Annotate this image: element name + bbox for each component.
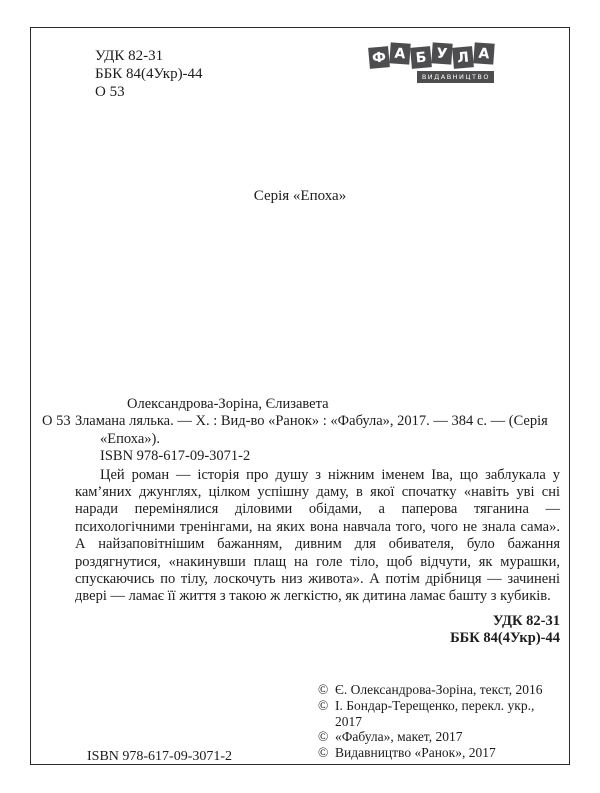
logo-letter-tiles xyxy=(368,44,494,65)
copyright-symbol: © xyxy=(318,729,329,745)
copyright-text: Видавництво «Ранок», 2017 xyxy=(335,745,496,761)
copyright-block xyxy=(318,682,556,761)
isbn-catalog: ISBN 978-617-09-3071-2 xyxy=(100,448,251,465)
copyright-item xyxy=(318,745,556,761)
copyright-item xyxy=(318,682,556,698)
bibliographic-section xyxy=(42,396,560,648)
copyright-text: Є. Олександрова-Зоріна, текст, 2016 xyxy=(335,682,543,697)
udk-top: УДК 82-31 xyxy=(95,48,164,64)
bibliographic-entry xyxy=(42,413,560,448)
catalog-code: О 53 xyxy=(42,413,71,430)
bbk-top: ББК 84(4Укр)-44 xyxy=(95,66,203,82)
logo-letter-tile: А xyxy=(473,42,494,64)
annotation-text: Цей роман — історія про душу з ніжним іменем Іва, що заблукала у кам’яних джунглях, цілком успішну даму, в якої спочатку «навіть уві сні наради перемінялися діловими обідами, а паперова тяганина — психологічними тренінгами, на яких вона навчала того, чого не знала сама». А найзаповітнішим бажанням, дивним для обивателя, було бажання роздягнутися, «накинувши плащ на голе тіло, щоб відчути, як мурашки, спускаючись по тілу, лоскочуть низ живота». А потім дрібниця — зачинені двері — ламає її життя з такою ж легкістю, як дитина ламає башту з кубиків. xyxy=(75,466,560,605)
fabula-publisher-logo xyxy=(368,44,494,83)
classification-header xyxy=(95,47,203,101)
author-name: Олександрова-Зоріна, Єлизавета xyxy=(127,396,329,412)
logo-letter-tile: Ф xyxy=(368,46,390,69)
copyright-symbol: © xyxy=(318,697,329,713)
logo-letter-tile: А xyxy=(389,42,410,64)
copyright-text: «Фабула», макет, 2017 xyxy=(335,729,463,745)
logo-letter-tile: Б xyxy=(410,46,432,69)
logo-subtitle: ВИДАВНИЦТВО xyxy=(417,71,494,83)
udk-bottom: УДК 82-31 xyxy=(492,612,560,629)
bibliographic-entry-text: Зламана лялька. — Х. : Вид-во «Ранок» : «Фабула», 2017. — 384 с. — (Серія «Епоха»). xyxy=(75,413,548,447)
copyright-text: І. Бондар-Терещенко, перекл. укр., 2017 xyxy=(335,697,535,729)
classification-footer xyxy=(75,613,560,648)
logo-letter-tile: У xyxy=(431,42,452,64)
copyright-item xyxy=(318,729,556,745)
copyright-item xyxy=(318,698,556,730)
bbk-bottom: ББК 84(4Укр)-44 xyxy=(450,630,560,647)
isbn-footer: ISBN 978-617-09-3071-2 xyxy=(87,749,233,764)
copyright-symbol: © xyxy=(318,682,329,697)
series-title: Серія «Епоха» xyxy=(253,188,347,204)
copyright-symbol: © xyxy=(318,745,329,761)
catalog-code-top: О 53 xyxy=(95,84,125,100)
logo-letter-tile: Л xyxy=(452,46,474,69)
